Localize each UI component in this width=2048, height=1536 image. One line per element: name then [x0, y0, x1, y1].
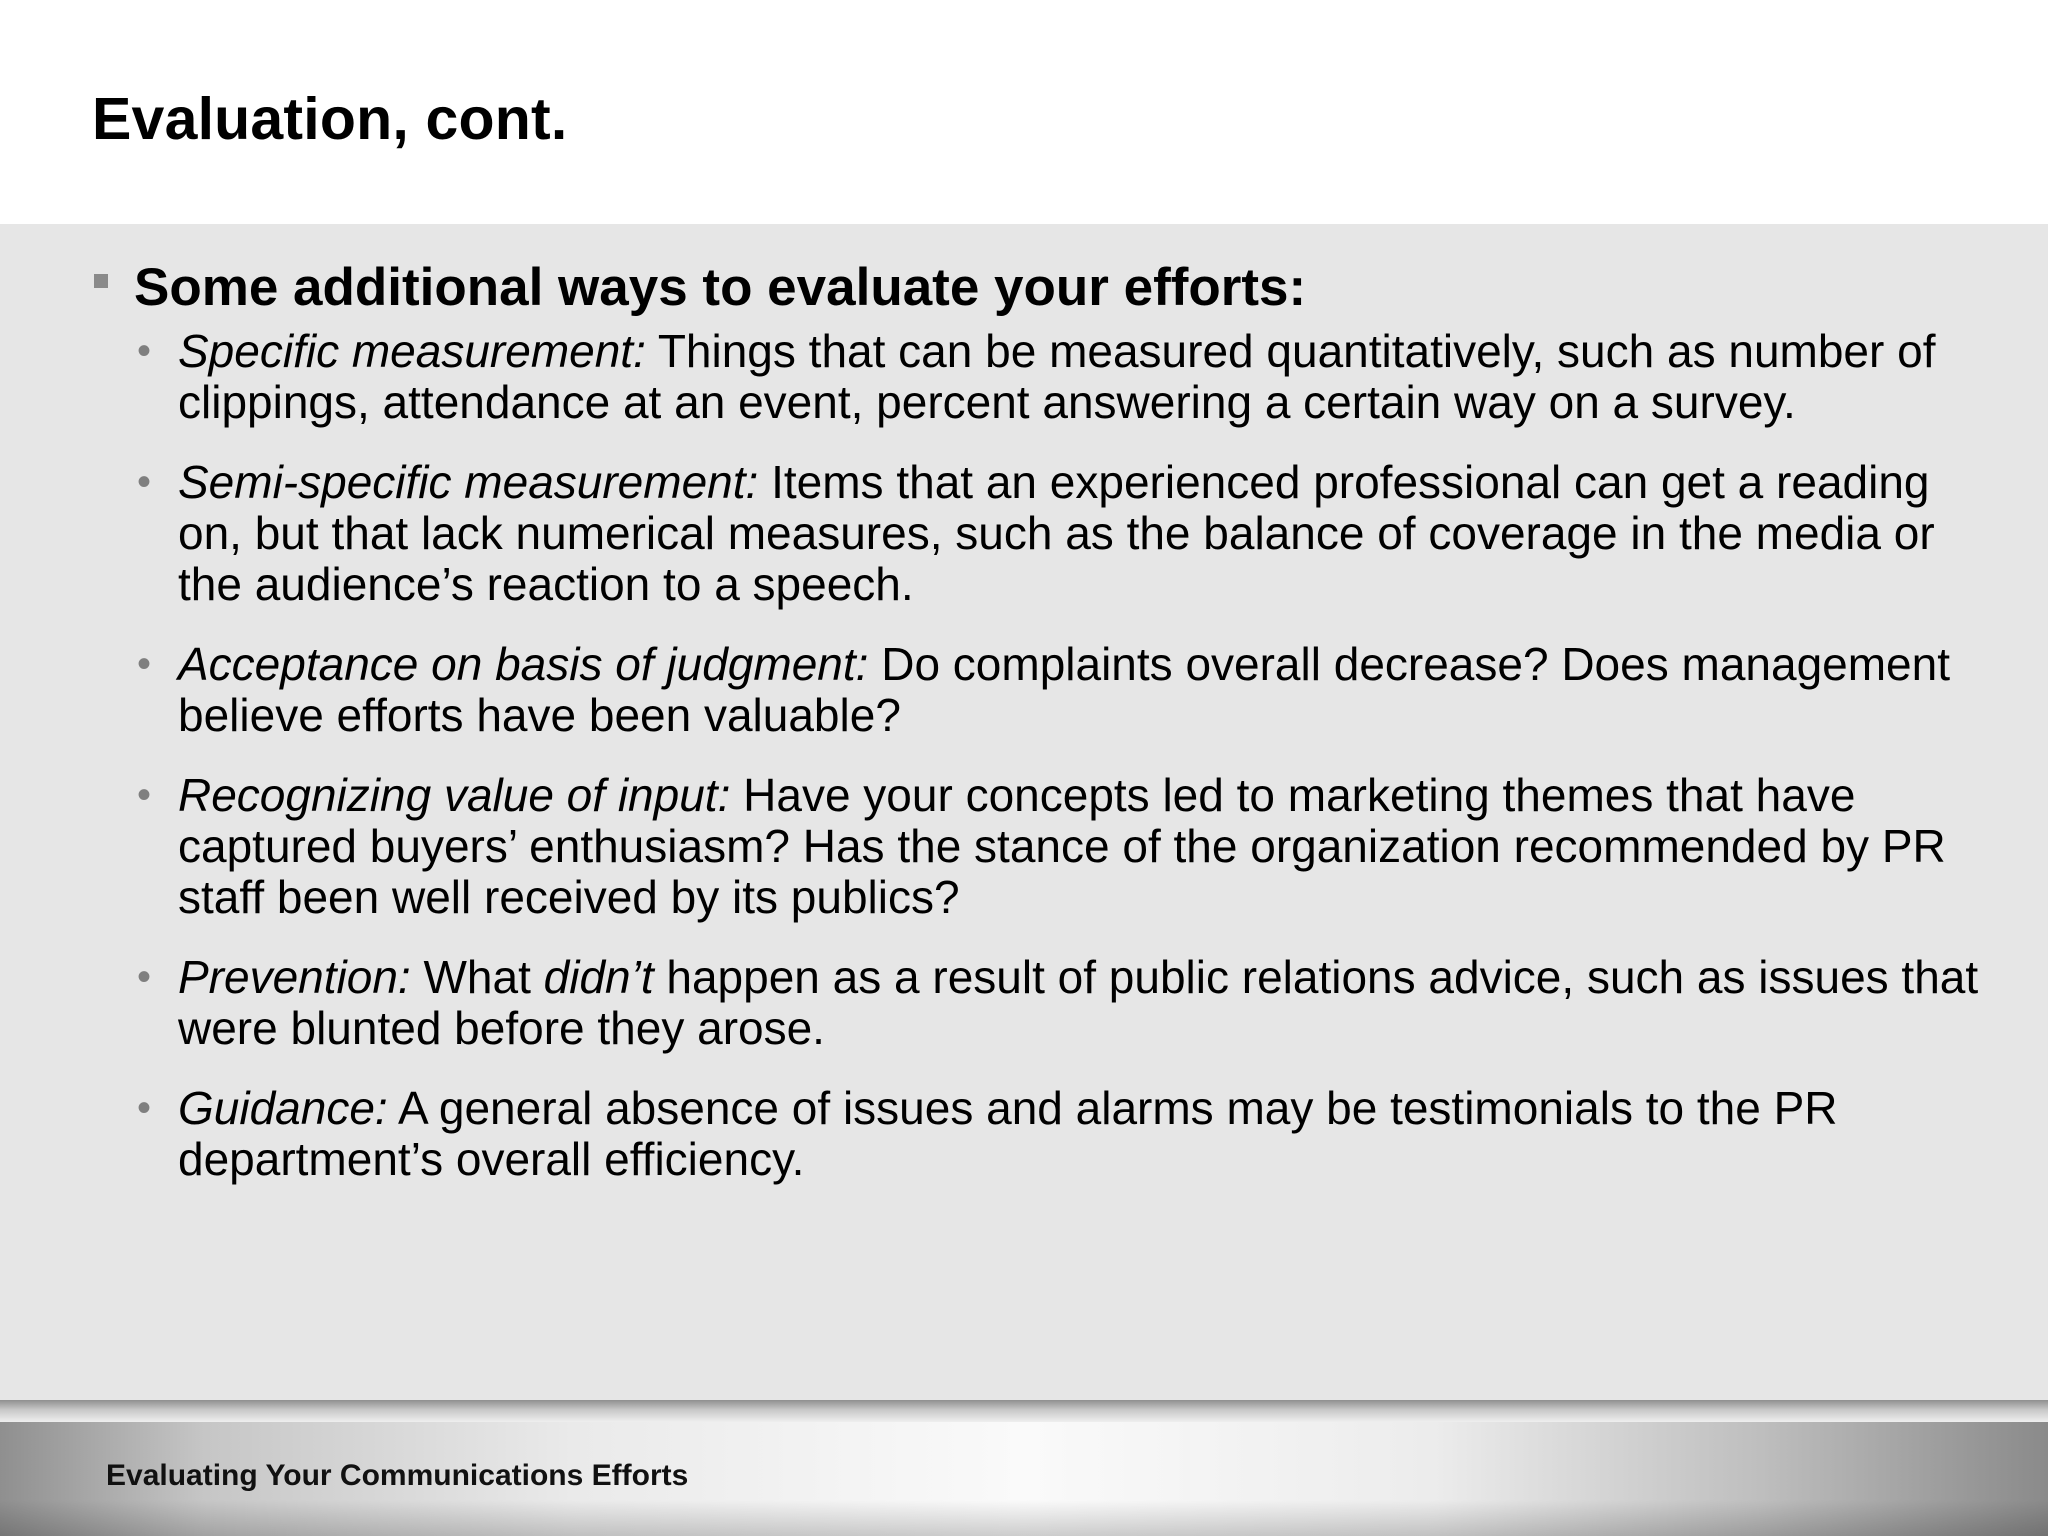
evaluation-methods-list [134, 326, 2004, 1214]
footer-title: Evaluating Your Communications Efforts [106, 1459, 689, 1492]
item-label: Guidance: [178, 1082, 388, 1134]
item-text: happen as a result of public relations advice, such as issues that were blunted before they arose. [178, 951, 1979, 1054]
bullet-icon: • [137, 955, 152, 999]
list-item-recognizing-value-of-input [134, 770, 2004, 923]
list-item-specific-measurement [134, 326, 2004, 428]
bullet-icon: • [137, 642, 152, 686]
square-bullet-icon [94, 274, 108, 288]
slide-title: Evaluation, cont. [92, 86, 568, 152]
item-text: Items that an experienced professional can get a reading on, but that lack numerical measures, such as the balance of coverage in the media or the audience’s reaction to a speech. [178, 456, 1935, 610]
bullet-icon: • [137, 460, 152, 504]
item-label: Acceptance on basis of judgment: [178, 638, 869, 690]
list-item-guidance [134, 1083, 2004, 1185]
list-item-prevention [134, 952, 2004, 1054]
item-text: Things that can be measured quantitatively, such as number of clippings, attendance at an event, percent answering a certain way on a survey. [178, 325, 1936, 428]
main-bullet-text: Some additional ways to evaluate your efforts: [134, 258, 1307, 317]
list-item-acceptance-on-judgment [134, 639, 2004, 741]
item-label: Recognizing value of input: [178, 769, 731, 821]
item-text-before: What [410, 951, 544, 1003]
list-item-semi-specific-measurement [134, 457, 2004, 610]
item-label: Specific measurement: [178, 325, 646, 377]
item-label: Semi-specific measurement: [178, 456, 759, 508]
bullet-icon: • [137, 329, 152, 373]
item-emphasis: didn’t [543, 951, 654, 1003]
title-area [0, 0, 2048, 224]
bullet-icon: • [137, 1086, 152, 1130]
item-label: Prevention: [178, 951, 411, 1003]
item-text: Do complaints overall decrease? Does management believe efforts have been valuable? [178, 638, 1950, 741]
bullet-icon: • [137, 773, 152, 817]
footer-band [0, 1400, 2048, 1536]
item-text: Have your concepts led to marketing themes that have captured buyers’ enthusiasm? Has the stance of the organization recommended by PR staff been well received by its publics? [178, 769, 1946, 923]
item-text: A general absence of issues and alarms may be testimonials to the PR department’s overall efficiency. [178, 1082, 1838, 1185]
